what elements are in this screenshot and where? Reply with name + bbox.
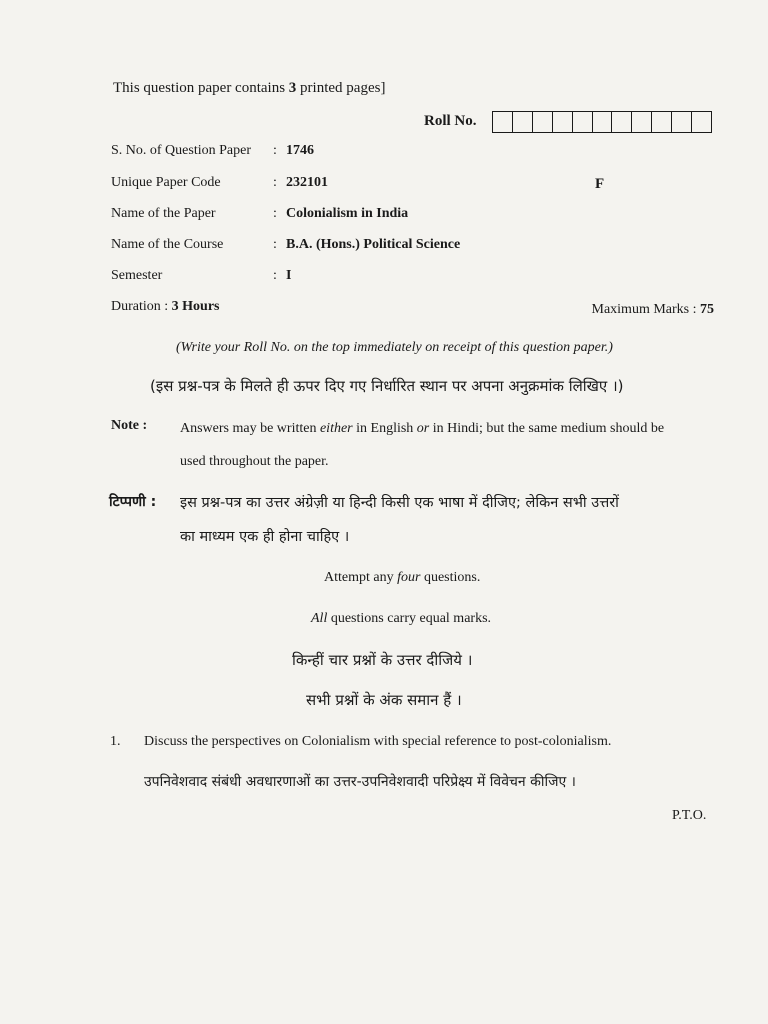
roll-digit-box[interactable]	[532, 112, 552, 132]
roll-digit-box[interactable]	[572, 112, 592, 132]
note-line-2: used throughout the paper.	[180, 454, 329, 469]
roll-instruction-en: (Write your Roll No. on the top immediately on receipt of this question paper.)	[176, 340, 613, 355]
meta-value: 1746	[286, 143, 314, 158]
attempt-instruction-hi: किन्हीं चार प्रश्नों के उत्तर दीजिये ।	[292, 651, 473, 669]
roll-digit-box[interactable]	[631, 112, 651, 132]
note-line-1: Answers may be written either in English or in Hindi; but the same medium should be	[180, 421, 665, 436]
note-label: Note :	[111, 418, 148, 433]
meta-label: Unique Paper Code	[111, 175, 221, 190]
roll-digit-box[interactable]	[512, 112, 532, 132]
meta-label: Name of the Paper	[111, 206, 216, 221]
meta-label: Semester	[111, 268, 163, 283]
roll-digit-box[interactable]	[671, 112, 691, 132]
tippani-line-2: का माध्यम एक ही होना चाहिए ।	[180, 529, 350, 545]
question-number: 1.	[110, 734, 121, 749]
meta-separator: :	[273, 237, 277, 252]
roll-number-label: Roll No.	[424, 113, 477, 129]
meta-value: Colonialism in India	[286, 206, 409, 221]
roll-instruction-hi: (इस प्रश्न-पत्र के मिलते ही ऊपर दिए गए निर्धारित स्थान पर अपना अनुक्रमांक लिखिए ।)	[150, 377, 624, 395]
pto-label: P.T.O.	[672, 808, 707, 823]
meta-separator: :	[273, 268, 277, 283]
roll-digit-box[interactable]	[552, 112, 572, 132]
question-text-en: Discuss the perspectives on Colonialism with special reference to post-colonialism.	[144, 734, 612, 749]
roll-digit-box[interactable]	[493, 112, 512, 132]
set-letter: F	[595, 176, 605, 192]
maximum-marks: Maximum Marks : 75	[591, 302, 714, 317]
roll-number-boxes[interactable]	[492, 111, 712, 133]
meta-value: I	[286, 268, 292, 283]
question-text-hi: उपनिवेशवाद संबंधी अवधारणाओं का उत्तर-उपनिवेशवादी परिप्रेक्ष्य में विवेचन कीजिए ।	[144, 774, 576, 790]
roll-digit-box[interactable]	[691, 112, 711, 132]
roll-digit-box[interactable]	[592, 112, 612, 132]
duration: Duration : 3 Hours	[111, 299, 220, 314]
meta-value: 232101	[286, 175, 328, 190]
pages-note: This question paper contains 3 printed pages]	[113, 80, 386, 96]
meta-value: B.A. (Hons.) Political Science	[286, 237, 461, 252]
tippani-line-1: इस प्रश्न-पत्र का उत्तर अंग्रेज़ी या हिन्दी किसी एक भाषा में दीजिए; लेकिन सभी उत्तरों	[180, 495, 619, 511]
roll-digit-box[interactable]	[611, 112, 631, 132]
equal-marks-instruction-hi: सभी प्रश्नों के अंक समान हैं ।	[306, 691, 462, 709]
roll-digit-box[interactable]	[651, 112, 671, 132]
meta-separator: :	[273, 143, 277, 158]
meta-label: Name of the Course	[111, 237, 224, 252]
meta-separator: :	[273, 206, 277, 221]
meta-separator: :	[273, 175, 277, 190]
meta-label: S. No. of Question Paper	[111, 143, 251, 158]
attempt-instruction: Attempt any four questions.	[324, 570, 481, 585]
equal-marks-instruction: All questions carry equal marks.	[311, 611, 492, 626]
tippani-label: टिप्पणी :	[109, 494, 157, 510]
